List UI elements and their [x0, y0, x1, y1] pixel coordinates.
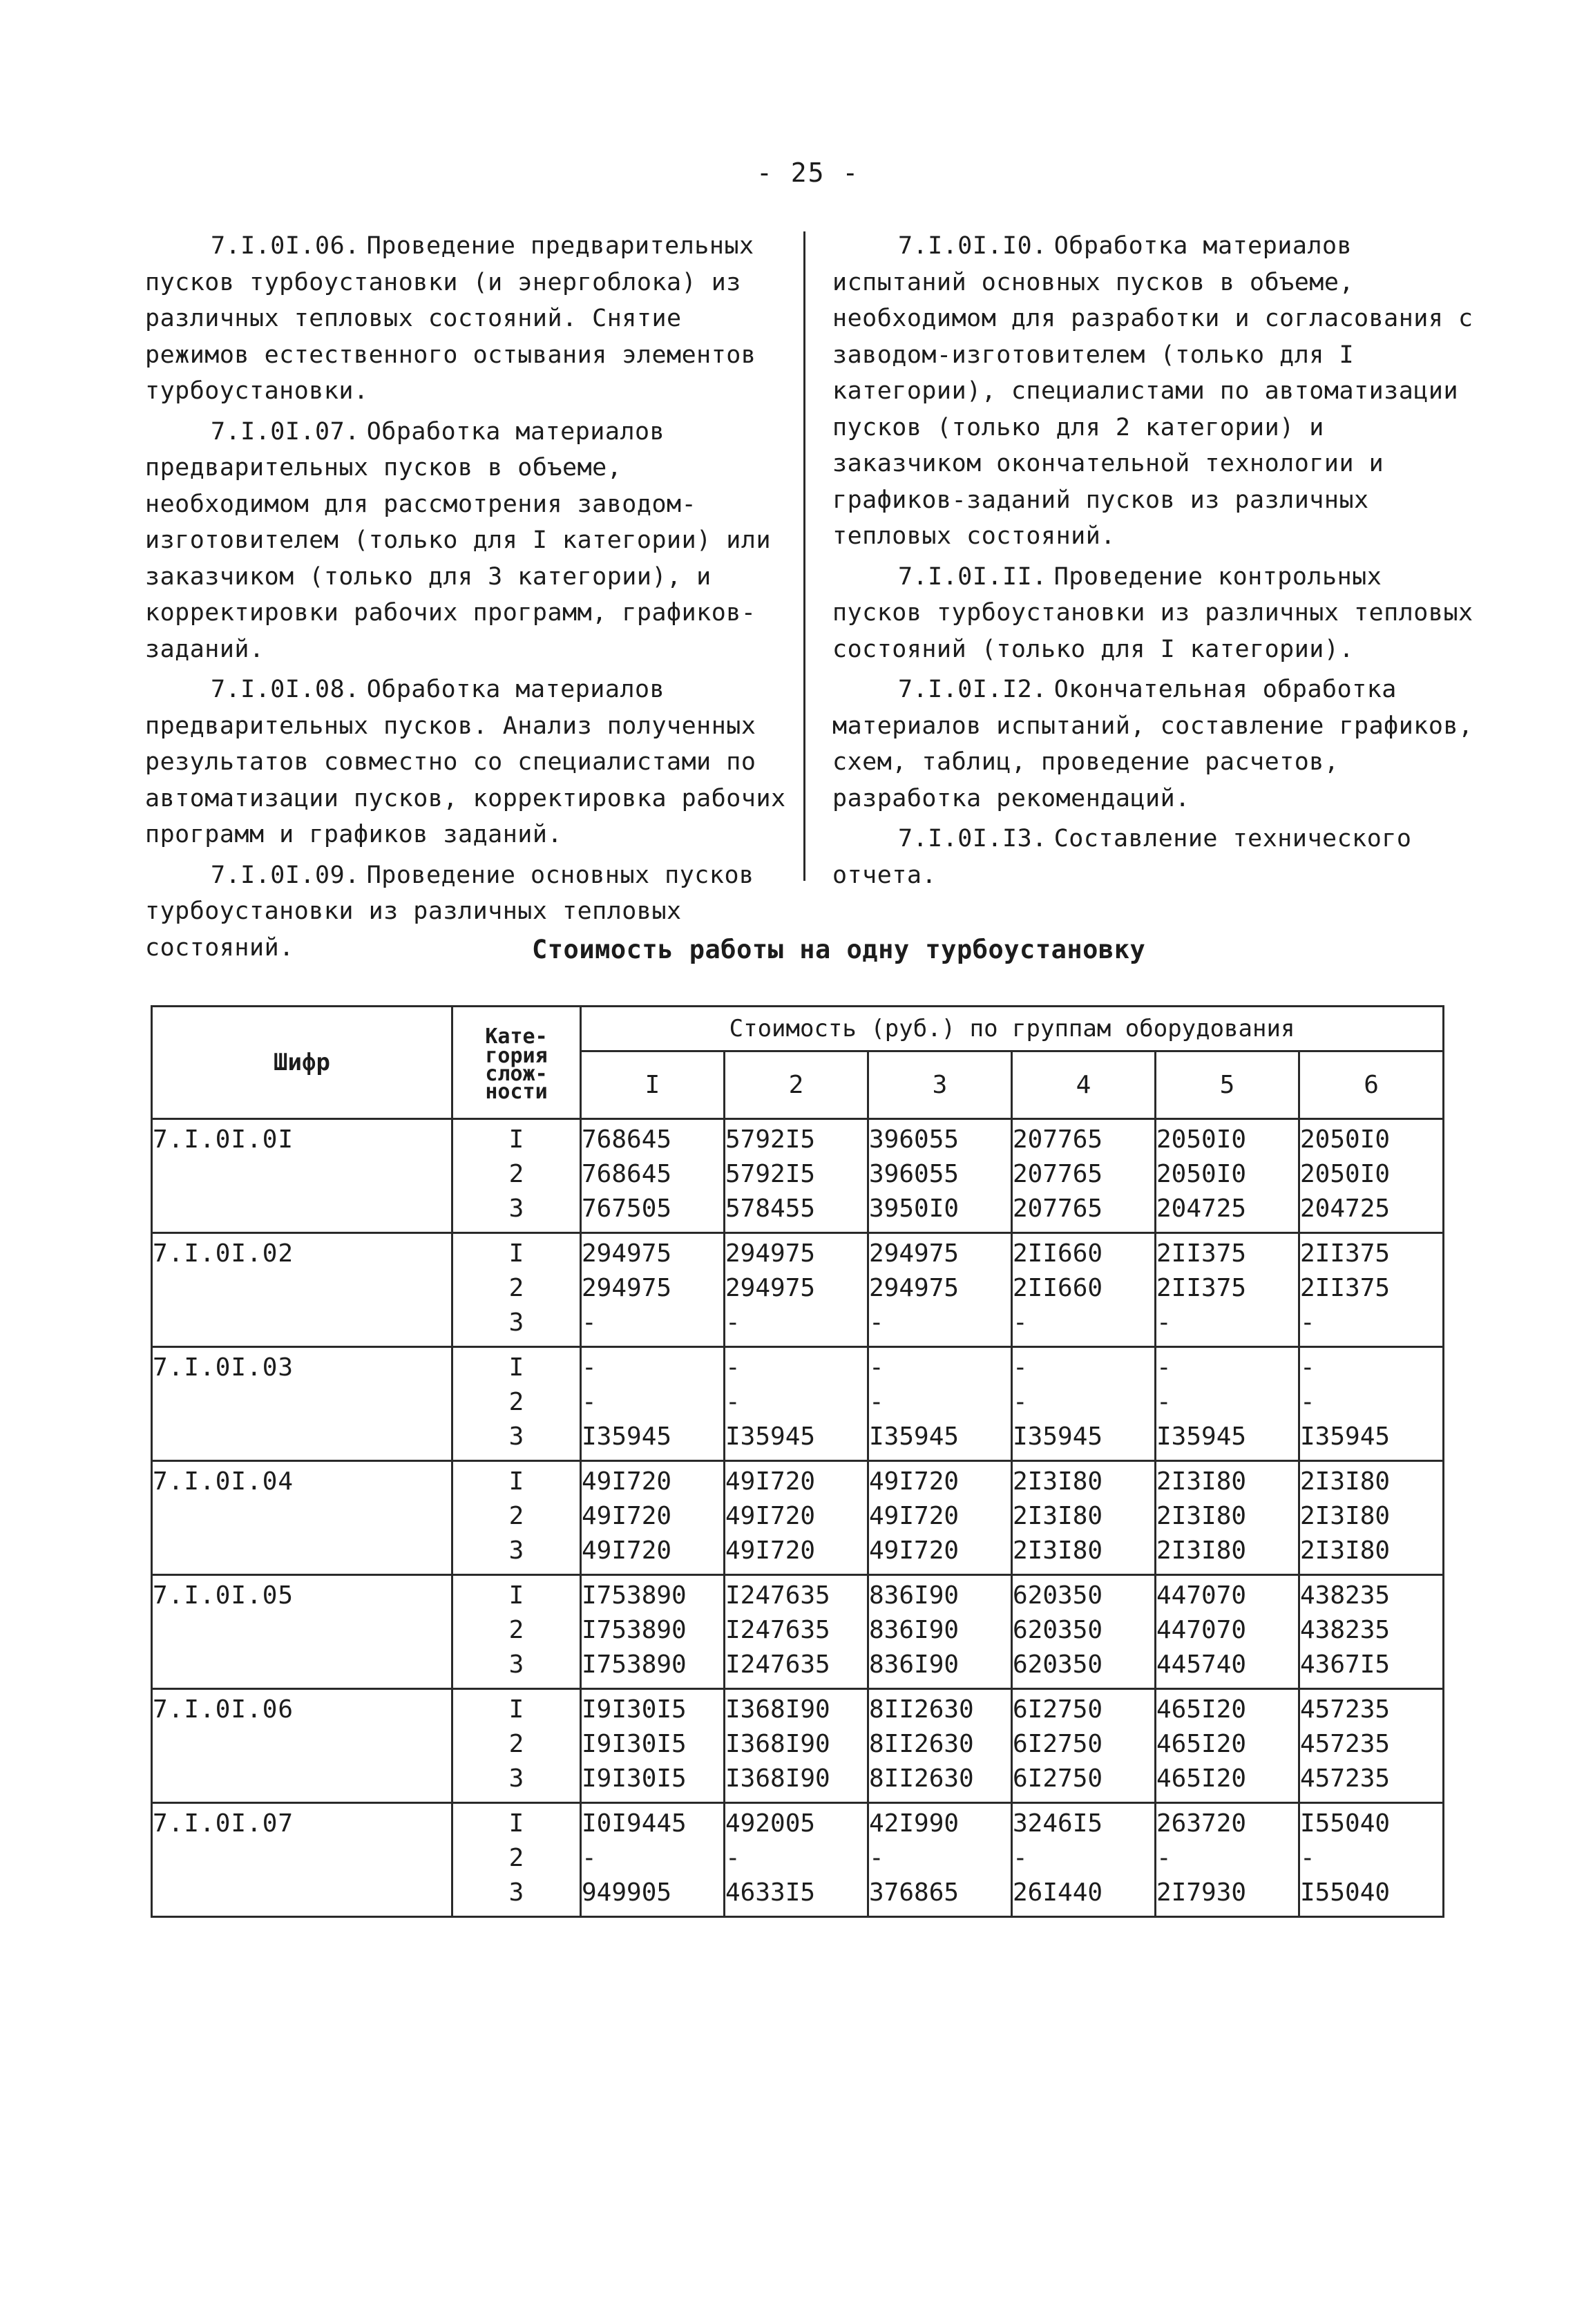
cost-value: - [1013, 1844, 1028, 1872]
cost-value: I9I30I5 [582, 1730, 687, 1758]
cost-value: - [1156, 1844, 1172, 1872]
paragraph-7-1-01-07 [145, 414, 788, 668]
cost-value: 465I20 [1156, 1695, 1247, 1724]
cost-value: 5792I5 [725, 1125, 816, 1154]
cost-value: I35945 [1013, 1422, 1103, 1451]
cost-value: - [725, 1308, 741, 1337]
row-categories [452, 1575, 581, 1689]
cost-value: 2050I0 [1300, 1160, 1391, 1188]
cost-value: 207765 [1013, 1194, 1103, 1223]
cost-cell-group-5 [1156, 1689, 1299, 1803]
header-category-line: ности [485, 1080, 548, 1104]
cost-value: 2I7930 [1156, 1878, 1247, 1907]
cost-cell-group-3 [868, 1233, 1012, 1347]
cost-value: 2I3I80 [1013, 1467, 1103, 1496]
header-category-line: гория [485, 1044, 548, 1068]
row-code: 7.I.0I.07 [152, 1803, 452, 1917]
cost-value: 49I720 [725, 1502, 816, 1530]
header-category [452, 1007, 581, 1119]
paragraph-code: 7.I.0I.09. [211, 861, 360, 889]
cost-value: 836I90 [869, 1616, 960, 1644]
cost-value: 4367I5 [1300, 1650, 1391, 1679]
cost-value: 2050I0 [1300, 1125, 1391, 1154]
cost-cell-group-4 [1012, 1119, 1156, 1233]
table-row [152, 1575, 1444, 1689]
category-value: I [508, 1353, 524, 1382]
category-value: I [508, 1809, 524, 1838]
cost-value: 49I720 [869, 1502, 960, 1530]
cost-value: I753890 [582, 1616, 687, 1644]
cost-cell-group-6 [1299, 1347, 1444, 1461]
cost-cell-group-1 [581, 1461, 725, 1575]
cost-value: I35945 [1300, 1422, 1391, 1451]
paragraph-code: 7.I.0I.I0. [898, 232, 1047, 260]
cost-value: 6I2750 [1013, 1695, 1103, 1724]
cost-value: 447070 [1156, 1581, 1247, 1610]
category-value: 3 [508, 1422, 524, 1451]
paragraph-code: 7.I.0I.08. [211, 676, 360, 703]
cost-value: 620350 [1013, 1616, 1103, 1644]
cost-value: - [869, 1388, 884, 1416]
paragraph-7-1-01-12 [832, 672, 1475, 817]
row-categories [452, 1119, 581, 1233]
header-code: Шифр [152, 1007, 452, 1119]
category-value: 3 [508, 1194, 524, 1223]
cost-value: 396055 [869, 1160, 960, 1188]
table-row [152, 1689, 1444, 1803]
row-categories [452, 1233, 581, 1347]
cost-value: - [1013, 1388, 1028, 1416]
cost-value: 457235 [1300, 1695, 1391, 1724]
cost-value: I35945 [1156, 1422, 1247, 1451]
cost-value: 294975 [582, 1274, 672, 1302]
cost-value: 376865 [869, 1878, 960, 1907]
cost-value: 2050I0 [1156, 1125, 1247, 1154]
cost-value: 949905 [582, 1878, 672, 1907]
paragraph-code: 7.I.0I.I2. [898, 676, 1047, 703]
cost-value: 438235 [1300, 1581, 1391, 1610]
header-group-6: 6 [1299, 1051, 1444, 1119]
cost-value: 2II375 [1300, 1239, 1391, 1268]
category-value: 3 [508, 1764, 524, 1793]
cost-value: 620350 [1013, 1581, 1103, 1610]
cost-value: - [582, 1844, 597, 1872]
row-code: 7.I.0I.05 [152, 1575, 452, 1689]
header-group-2: 2 [725, 1051, 868, 1119]
row-code: 7.I.0I.02 [152, 1233, 452, 1347]
cost-cell-group-5 [1156, 1347, 1299, 1461]
table-body [152, 1119, 1444, 1917]
cost-cell-group-2 [725, 1803, 868, 1917]
cost-value: 445740 [1156, 1650, 1247, 1679]
cost-value: 207765 [1013, 1125, 1103, 1154]
category-value: 2 [508, 1730, 524, 1758]
cost-cell-group-2 [725, 1347, 868, 1461]
cost-cell-group-4 [1012, 1803, 1156, 1917]
paragraph-7-1-01-06 [145, 228, 788, 410]
category-value: 3 [508, 1536, 524, 1565]
cost-value: I247635 [725, 1581, 830, 1610]
cost-cell-group-5 [1156, 1461, 1299, 1575]
cost-value: I35945 [869, 1422, 960, 1451]
cost-value: 836I90 [869, 1650, 960, 1679]
cost-value: - [1300, 1308, 1315, 1337]
cost-value: I55040 [1300, 1878, 1391, 1907]
paragraph-text: Обработка материалов предварительных пусков. Анализ полученных результатов совместно со специалистами по автоматизации пусков, корректировка рабочих программ и графиков заданий. [145, 676, 786, 848]
paragraph-text: Составление технического отчета. [832, 825, 1412, 889]
cost-value: I753890 [582, 1581, 687, 1610]
paragraph-7-1-01-10 [832, 228, 1475, 555]
cost-value: I247635 [725, 1616, 830, 1644]
cost-value: 294975 [582, 1239, 672, 1268]
cost-cell-group-4 [1012, 1347, 1156, 1461]
cost-value: 263720 [1156, 1809, 1247, 1838]
header-group-3: 3 [868, 1051, 1012, 1119]
cost-cell-group-1 [581, 1119, 725, 1233]
cost-cell-group-3 [868, 1119, 1012, 1233]
category-value: 2 [508, 1616, 524, 1644]
cost-value: 2II375 [1156, 1239, 1247, 1268]
cost-value: 207765 [1013, 1160, 1103, 1188]
row-code: 7.I.0I.0I [152, 1119, 452, 1233]
cost-value: I753890 [582, 1650, 687, 1679]
cost-cell-group-4 [1012, 1689, 1156, 1803]
cost-value: 294975 [869, 1239, 960, 1268]
cost-cell-group-2 [725, 1575, 868, 1689]
cost-cell-group-1 [581, 1803, 725, 1917]
cost-value: - [582, 1388, 597, 1416]
cost-cell-group-5 [1156, 1803, 1299, 1917]
cost-value: 2I3I80 [1300, 1536, 1391, 1565]
paragraph-text: Окончательная обработка материалов испытаний, составление графиков, схем, таблиц, проведение расчетов, разработка рекомендаций. [832, 676, 1473, 812]
cost-value: 49I720 [582, 1467, 672, 1496]
cost-cell-group-2 [725, 1461, 868, 1575]
cost-value: - [869, 1308, 884, 1337]
cost-cell-group-6 [1299, 1803, 1444, 1917]
row-categories [452, 1347, 581, 1461]
cost-value: - [1156, 1353, 1172, 1382]
table-title: Стоимость работы на одну турбоустановку [532, 935, 1146, 964]
row-categories [452, 1461, 581, 1575]
cost-value: I9I30I5 [582, 1764, 687, 1793]
cost-value: - [582, 1353, 597, 1382]
cost-value: - [582, 1308, 597, 1337]
paragraph-code: 7.I.0I.06. [211, 232, 360, 260]
cost-cell-group-1 [581, 1347, 725, 1461]
header-group-5: 5 [1156, 1051, 1299, 1119]
cost-value: 6I2750 [1013, 1730, 1103, 1758]
cost-value: 42I990 [869, 1809, 960, 1838]
cost-table [151, 1005, 1444, 1918]
cost-value: - [1013, 1308, 1028, 1337]
cost-value: I35945 [582, 1422, 672, 1451]
cost-value: - [1300, 1844, 1315, 1872]
paragraph-7-1-01-13 [832, 821, 1475, 893]
cost-value: 8II2630 [869, 1764, 974, 1793]
cost-cell-group-1 [581, 1689, 725, 1803]
header-cost: Стоимость (руб.) по группам оборудования [581, 1007, 1444, 1051]
right-text-column [832, 228, 1475, 897]
cost-value: 294975 [869, 1274, 960, 1302]
cost-cell-group-3 [868, 1689, 1012, 1803]
cost-value: I55040 [1300, 1809, 1391, 1838]
cost-value: I9I30I5 [582, 1695, 687, 1724]
category-value: 2 [508, 1274, 524, 1302]
category-value: I [508, 1125, 524, 1154]
cost-cell-group-6 [1299, 1461, 1444, 1575]
cost-value: - [725, 1353, 741, 1382]
cost-value: - [869, 1844, 884, 1872]
cost-cell-group-3 [868, 1347, 1012, 1461]
cost-value: 294975 [725, 1239, 816, 1268]
cost-value: - [1300, 1388, 1315, 1416]
left-text-column [145, 228, 788, 970]
cost-value: 49I720 [869, 1536, 960, 1565]
header-group-4: 4 [1012, 1051, 1156, 1119]
cost-value: 6I2750 [1013, 1764, 1103, 1793]
cost-cell-group-3 [868, 1803, 1012, 1917]
paragraph-7-1-01-08 [145, 672, 788, 853]
cost-value: 2II660 [1013, 1239, 1103, 1268]
cost-cell-group-1 [581, 1233, 725, 1347]
cost-cell-group-5 [1156, 1119, 1299, 1233]
cost-value: 492005 [725, 1809, 816, 1838]
category-value: 2 [508, 1502, 524, 1530]
cost-cell-group-4 [1012, 1575, 1156, 1689]
category-value: 2 [508, 1844, 524, 1872]
paragraph-text: Обработка материалов предварительных пусков в объеме, необходимом для рассмотрения заводом-изготовителем (только для I категории) или заказчиком (только для 3 категории), и корректировки рабочих программ, графиков-заданий. [145, 417, 772, 663]
table-header [152, 1007, 1444, 1119]
cost-cell-group-2 [725, 1119, 868, 1233]
cost-cell-group-2 [725, 1689, 868, 1803]
paragraph-text: Проведение предварительных пусков турбоустановки (и энергоблока) из различных тепловых состояний. Снятие режимов естественного остывания элементов турбоустановки. [145, 232, 756, 405]
row-categories [452, 1803, 581, 1917]
cost-value: 2II375 [1300, 1274, 1391, 1302]
row-categories [452, 1689, 581, 1803]
cost-value: 5792I5 [725, 1160, 816, 1188]
category-value: I [508, 1695, 524, 1724]
cost-value: 49I720 [725, 1467, 816, 1496]
cost-value: 204725 [1300, 1194, 1391, 1223]
table-row [152, 1803, 1444, 1917]
table-row [152, 1233, 1444, 1347]
cost-value: 49I720 [582, 1536, 672, 1565]
cost-value: 768645 [582, 1160, 672, 1188]
paragraph-text: Проведение контрольных пусков турбоустановки из различных тепловых состояний (только для I категории). [832, 562, 1473, 663]
cost-value: 447070 [1156, 1616, 1247, 1644]
cost-value: - [725, 1844, 741, 1872]
cost-cell-group-3 [868, 1575, 1012, 1689]
cost-value: 457235 [1300, 1764, 1391, 1793]
cost-cell-group-4 [1012, 1233, 1156, 1347]
cost-value: I368I90 [725, 1695, 830, 1724]
paragraph-code: 7.I.0I.I3. [898, 825, 1047, 853]
cost-value: I247635 [725, 1650, 830, 1679]
page-number: - 25 - [756, 158, 860, 188]
cost-value: 8II2630 [869, 1695, 974, 1724]
cost-value: 2I3I80 [1300, 1467, 1391, 1496]
cost-value: 26I440 [1013, 1878, 1103, 1907]
cost-value: I368I90 [725, 1764, 830, 1793]
cost-value: 2I3I80 [1013, 1536, 1103, 1565]
cost-value: 465I20 [1156, 1730, 1247, 1758]
cost-value: 294975 [725, 1274, 816, 1302]
cost-cell-group-5 [1156, 1575, 1299, 1689]
cost-cell-group-6 [1299, 1233, 1444, 1347]
cost-value: - [1156, 1308, 1172, 1337]
cost-value: 49I720 [582, 1502, 672, 1530]
cost-value: 578455 [725, 1194, 816, 1223]
header-category-line: слож- [485, 1062, 548, 1086]
row-code: 7.I.0I.04 [152, 1461, 452, 1575]
table-row [152, 1119, 1444, 1233]
cost-value: 2II660 [1013, 1274, 1103, 1302]
cost-cell-group-1 [581, 1575, 725, 1689]
cost-value: 620350 [1013, 1650, 1103, 1679]
paragraph-7-1-01-11 [832, 559, 1475, 668]
cost-value: 3246I5 [1013, 1809, 1103, 1838]
header-group-1: I [581, 1051, 725, 1119]
cost-value: I368I90 [725, 1730, 830, 1758]
paragraph-text: Обработка материалов испытаний основных пусков в объеме, необходимом для разработки и согласования с заводом-изготовителем (только для I категории), специалистами по автоматизации пусков (только для 2 категории) и заказчиком окончательной технологии и графиков-заданий пусков из различных тепловых состояний. [832, 232, 1473, 550]
cost-value: 49I720 [725, 1536, 816, 1565]
cost-cell-group-3 [868, 1461, 1012, 1575]
cost-value: 465I20 [1156, 1764, 1247, 1793]
category-value: 2 [508, 1160, 524, 1188]
cost-cell-group-6 [1299, 1575, 1444, 1689]
cost-value: 2II375 [1156, 1274, 1247, 1302]
cost-value: 396055 [869, 1125, 960, 1154]
cost-value: - [1013, 1353, 1028, 1382]
row-code: 7.I.0I.03 [152, 1347, 452, 1461]
cost-value: 457235 [1300, 1730, 1391, 1758]
cost-value: 768645 [582, 1125, 672, 1154]
category-value: 2 [508, 1388, 524, 1416]
category-value: 3 [508, 1878, 524, 1907]
cost-value: 4633I5 [725, 1878, 816, 1907]
category-value: I [508, 1239, 524, 1268]
cost-value: 767505 [582, 1194, 672, 1223]
cost-value: 2I3I80 [1156, 1467, 1247, 1496]
category-value: I [508, 1467, 524, 1496]
cost-value: 2I3I80 [1300, 1502, 1391, 1530]
table-row [152, 1461, 1444, 1575]
cost-value: 8II2630 [869, 1730, 974, 1758]
cost-cell-group-5 [1156, 1233, 1299, 1347]
cost-cell-group-2 [725, 1233, 868, 1347]
cost-value: I35945 [725, 1422, 816, 1451]
paragraph-code: 7.I.0I.07. [211, 417, 360, 446]
cost-value: 2I3I80 [1156, 1536, 1247, 1565]
header-category-line: Кате- [485, 1025, 548, 1049]
cost-value: 2050I0 [1156, 1160, 1247, 1188]
category-value: 3 [508, 1650, 524, 1679]
cost-value: 438235 [1300, 1616, 1391, 1644]
cost-cell-group-4 [1012, 1461, 1156, 1575]
cost-value: I0I9445 [582, 1809, 687, 1838]
paragraph-code: 7.I.0I.II. [898, 562, 1047, 591]
cost-cell-group-6 [1299, 1119, 1444, 1233]
table-row [152, 1347, 1444, 1461]
cost-value: - [1156, 1388, 1172, 1416]
column-divider [803, 231, 805, 881]
cost-value: 2I3I80 [1013, 1502, 1103, 1530]
category-value: I [508, 1581, 524, 1610]
cost-value: - [869, 1353, 884, 1382]
cost-value: - [1300, 1353, 1315, 1382]
row-code: 7.I.0I.06 [152, 1689, 452, 1803]
cost-value: 836I90 [869, 1581, 960, 1610]
cost-value: - [725, 1388, 741, 1416]
category-value: 3 [508, 1308, 524, 1337]
cost-value: 2I3I80 [1156, 1502, 1247, 1530]
cost-value: 3950I0 [869, 1194, 960, 1223]
cost-cell-group-6 [1299, 1689, 1444, 1803]
cost-value: 49I720 [869, 1467, 960, 1496]
paragraph-text: Проведение основных пусков турбоустановки из различных тепловых состояний. [145, 861, 754, 962]
cost-value: 204725 [1156, 1194, 1247, 1223]
